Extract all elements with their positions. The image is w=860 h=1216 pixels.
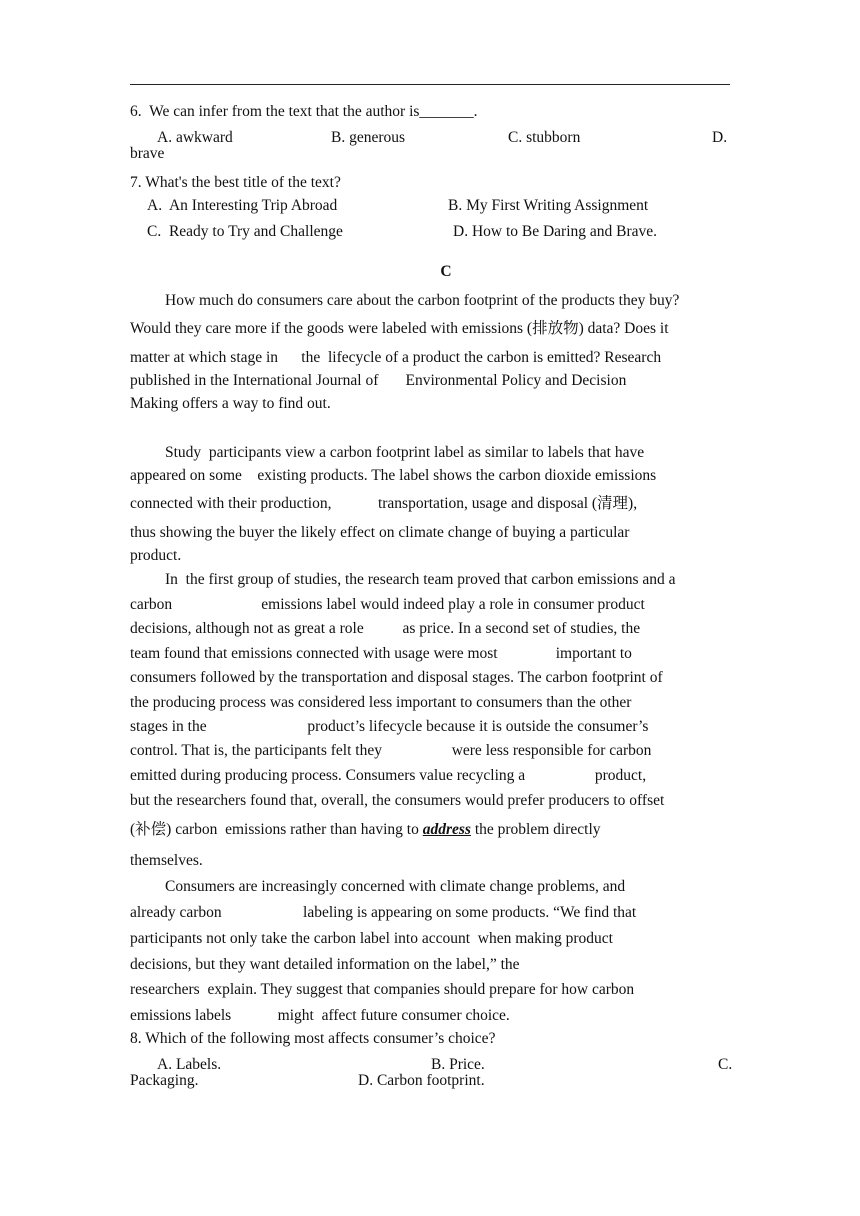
p2-line: Study participants view a carbon footprint label as similar to labels that have [165,444,645,461]
p4-line: already carbon labeling is appearing on some products. “We find that [130,904,637,921]
p2-line: product. [130,547,182,564]
q8-option-c: C. [718,1056,733,1073]
p3-line: team found that emissions connected with usage were most important to [130,645,632,662]
address-keyword: address [422,821,471,838]
q7-option-d: D. How to Be Daring and Brave. [453,223,658,240]
p4-line: participants not only take the carbon label into account when making product [130,930,613,947]
q7-option-c: C. Ready to Try and Challenge [147,223,343,240]
p3-keyword-line [130,821,601,839]
q8-option-b: B. Price. [431,1056,485,1073]
section-heading: C [440,263,452,280]
q6-option-d: D. [712,129,728,146]
p1-line: published in the International Journal of Environmental Policy and Decision [130,372,627,389]
question-7-stem: 7. What's the best title of the text? [130,174,341,191]
p3-line: but the researchers found that, overall, the consumers would prefer producers to offset [130,792,665,809]
p3-line: In the first group of studies, the research team proved that carbon emissions and a [165,571,676,588]
p2-line: connected with their production, transportation, usage and disposal (清理), [130,495,638,512]
p4-line: researchers explain. They suggest that companies should prepare for how carbon [130,981,635,998]
p3-line: decisions, although not as great a role as price. In a second set of studies, the [130,620,641,637]
p1-line: Would they care more if the goods were labeled with emissions (排放物) data? Does it [130,320,669,337]
p3-line: emitted during producing process. Consumers value recycling a product, [130,767,647,784]
p3-line: themselves. [130,852,203,869]
p1-line: How much do consumers care about the carbon footprint of the products they buy? [165,292,680,309]
p3-line: the producing process was considered less important to consumers than the other [130,694,632,711]
p3-text-before: (补偿) carbon emissions rather than having to [130,821,423,838]
p4-line: decisions, but they want detailed information on the label,” the [130,956,520,973]
p4-line: Consumers are increasingly concerned with climate change problems, and [165,878,626,895]
q7-option-b: B. My First Writing Assignment [448,197,649,214]
p2-line: appeared on some existing products. The label shows the carbon dioxide emissions [130,467,657,484]
question-8-stem: 8. Which of the following most affects consumer’s choice? [130,1030,496,1047]
p3-line: consumers followed by the transportation and disposal stages. The carbon footprint of [130,669,663,686]
q8-option-c-wrap: Packaging. [130,1072,199,1089]
p1-line: matter at which stage in the lifecycle of a product the carbon is emitted? Research [130,349,662,366]
q6-option-c: C. stubborn [508,129,581,146]
p2-line: thus showing the buyer the likely effect on climate change of buying a particular [130,524,630,541]
q6-option-b: B. generous [331,129,406,146]
p3-line: stages in the product’s lifecycle because it is outside the consumer’s [130,718,649,735]
p4-line: emissions labels might affect future consumer choice. [130,1007,510,1024]
q8-option-d: D. Carbon footprint. [358,1072,485,1089]
q7-option-a: A. An Interesting Trip Abroad [147,197,338,214]
p3-text-after: the problem directly [470,821,601,838]
q6-option-d-wrap: brave [130,145,165,162]
p3-line: carbon emissions label would indeed play a role in consumer product [130,596,645,613]
p3-line: control. That is, the participants felt they were less responsible for carbon [130,742,652,759]
p1-line: Making offers a way to find out. [130,395,331,412]
question-6-stem: 6. We can infer from the text that the author is_______. [130,103,478,120]
q8-option-a: A. Labels. [157,1056,222,1073]
q6-option-a: A. awkward [157,129,233,146]
header-rule [130,84,730,85]
